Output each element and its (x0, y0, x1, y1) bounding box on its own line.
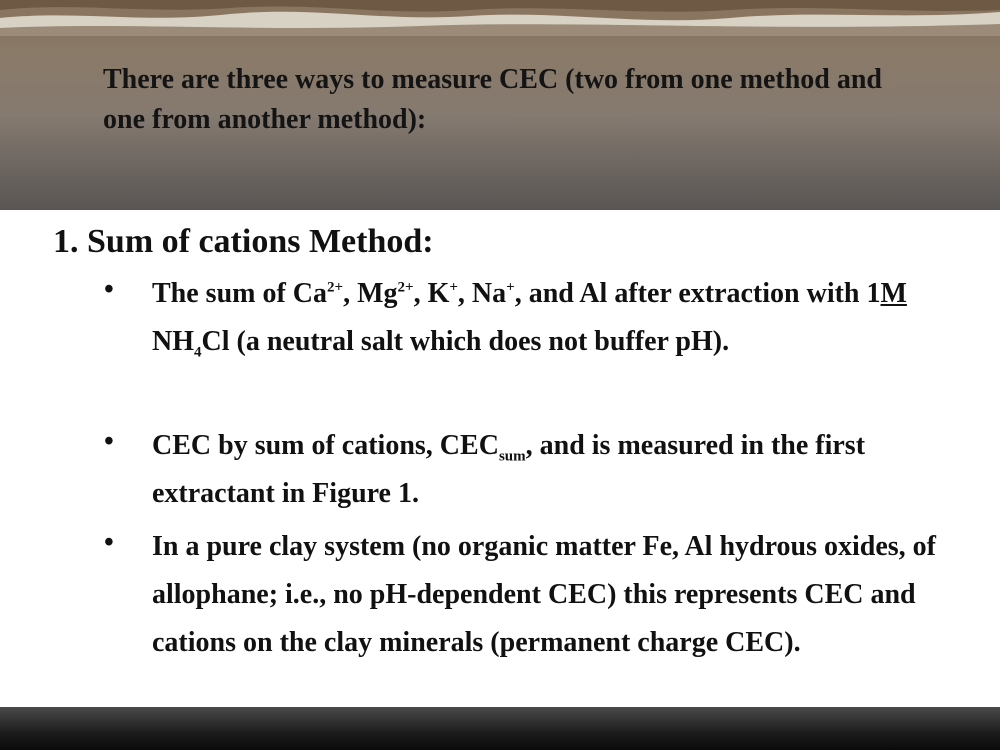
header-band (0, 0, 1000, 210)
bullet-item-1: The sum of $Ca^{2+}$, $Mg^{2+}$, K+, Na+, and Al after extraction with 1M $NH_4Cl$ (a neutral salt which does not buffer pH). (152, 278, 907, 361)
section-heading: 1. Sum of cations Method: (53, 223, 434, 260)
landscape-decoration (0, 0, 1000, 36)
slide-title: There are three ways to measure CEC (two from one method and one from another method): (103, 64, 882, 135)
footer-band (0, 707, 1000, 750)
bullet-item-2: CEC by sum of cations, $CEC_{sum}$, and is measured in the first extractant in Figure 1. (152, 430, 866, 509)
bullet-marker: • (104, 426, 114, 457)
bullet-marker: • (104, 274, 114, 305)
bullet-item-3: In a pure clay system (no organic matter Fe, Al hydrous oxides, of allophane; i.e., no pH-dependent CEC) this represents CEC and cations on the clay minerals (permanent charge CEC). (152, 531, 936, 658)
bullet-marker: • (104, 527, 114, 558)
